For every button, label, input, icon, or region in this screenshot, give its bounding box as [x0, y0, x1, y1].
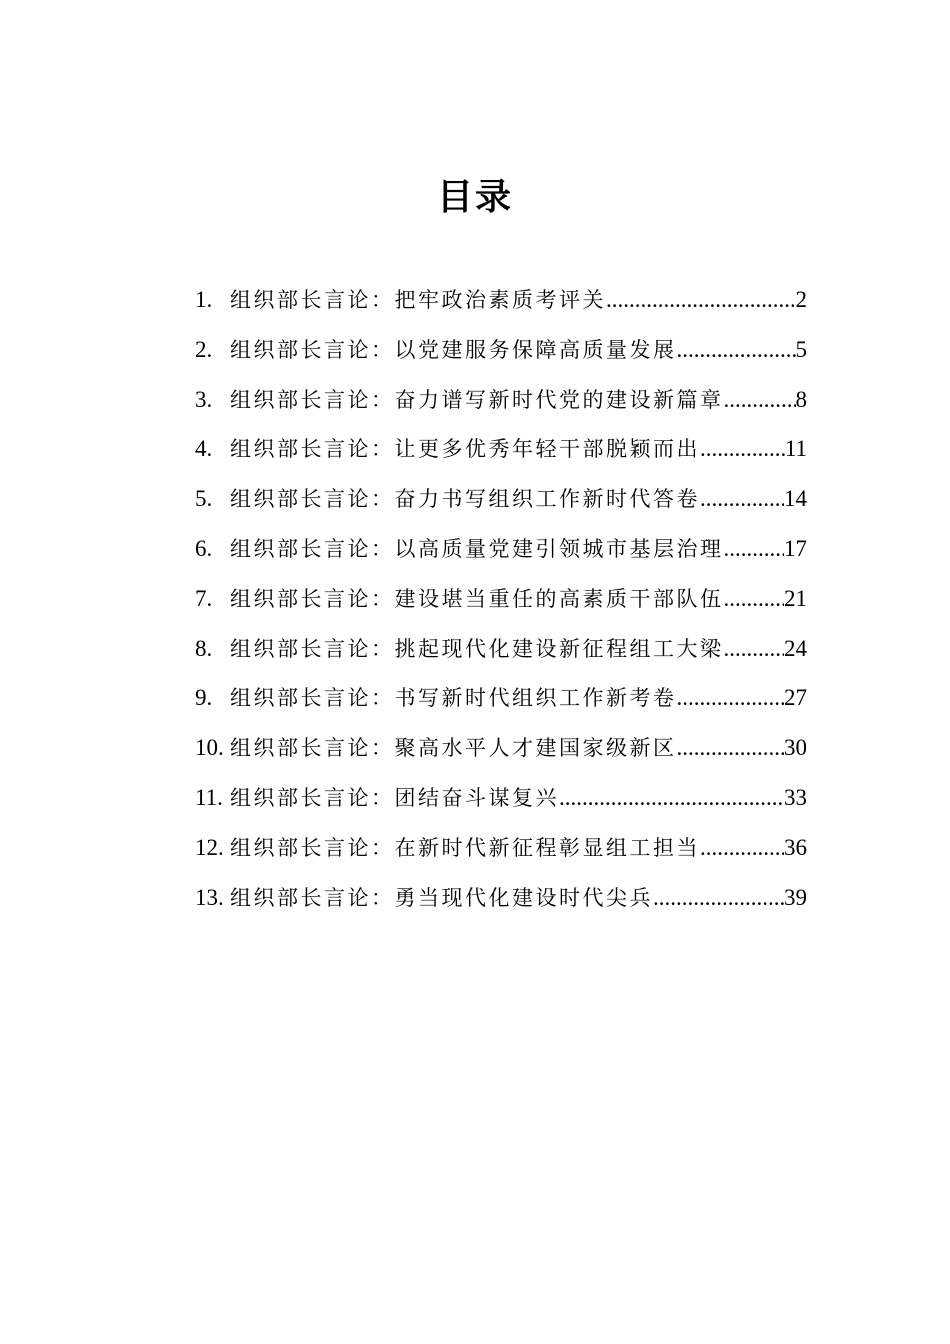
dot-leader [724, 579, 785, 619]
toc-entry-number: 7. [195, 585, 213, 611]
toc-entry-page: 17 [784, 535, 807, 561]
page-title: 目录 [436, 176, 513, 218]
toc-entry-title: 组织部长言论：把牢政治素质考评关 [230, 288, 606, 312]
dot-leader [724, 380, 796, 420]
toc-entry-title: 组织部长言论：在新时代新征程彰显组工担当 [230, 835, 700, 860]
dot-leader [724, 629, 785, 669]
toc-entry[interactable] [195, 280, 807, 330]
toc-entry-title: 组织部长言论：挑起现代化建设新征程组工大梁 [230, 636, 724, 661]
dot-leader [724, 529, 785, 569]
toc-entry-number: 5. [195, 486, 213, 512]
toc-entry-page: 27 [784, 685, 807, 711]
toc-entry-number: 13. [195, 884, 224, 910]
toc-entry[interactable] [195, 878, 807, 928]
toc-entry[interactable] [195, 828, 807, 878]
toc-entry[interactable] [195, 778, 807, 828]
toc-entry-title: 组织部长言论：勇当现代化建设时代尖兵 [230, 885, 653, 910]
toc-entry-number: 2. [195, 336, 213, 362]
toc-entry-title: 组织部长言论：奋力谱写新时代党的建设新篇章 [230, 387, 724, 412]
toc-entry-number: 8. [195, 635, 213, 661]
dot-leader [677, 678, 785, 718]
toc-entry[interactable] [195, 629, 807, 679]
toc-entry[interactable] [195, 728, 807, 778]
toc-entry-page: 33 [784, 784, 807, 810]
toc-entry-number: 11. [195, 784, 223, 810]
toc-entry-title: 组织部长言论：建设堪当重任的高素质干部队伍 [230, 586, 724, 611]
toc-entry-number: 3. [195, 386, 213, 412]
toc-entry-title: 组织部长言论：团结奋斗谋复兴 [230, 785, 559, 810]
toc-entry-page: 5 [795, 336, 807, 362]
toc-entry-page: 14 [784, 486, 807, 512]
dot-leader [677, 728, 785, 768]
toc-entry-page: 36 [784, 834, 807, 860]
dot-leader [606, 280, 796, 320]
toc-entry-number: 10. [195, 735, 224, 761]
toc-entry-number: 9. [195, 685, 213, 711]
toc-entry-page: 39 [784, 884, 807, 910]
toc-entry-page: 30 [784, 735, 807, 761]
toc-entry[interactable] [195, 579, 807, 629]
toc-entry-title: 组织部长言论：书写新时代组织工作新考卷 [230, 686, 677, 711]
toc-entry-title: 组织部长言论：奋力书写组织工作新时代答卷 [230, 487, 700, 512]
dot-leader [653, 878, 784, 918]
toc-entry-page: 24 [784, 635, 807, 661]
toc-entry-number: 12. [195, 834, 224, 860]
toc-entry-page: 11 [784, 436, 807, 462]
toc-entry-number: 1. [195, 287, 213, 312]
toc-entry[interactable] [195, 529, 807, 579]
toc-entry[interactable] [195, 678, 807, 728]
toc-entry[interactable] [195, 330, 807, 380]
toc-entry-page: 21 [784, 585, 807, 611]
toc-entry[interactable] [195, 380, 807, 430]
dot-leader [700, 479, 784, 519]
toc-entry-title: 组织部长言论：以党建服务保障高质量发展 [230, 337, 677, 362]
dot-leader [700, 429, 785, 469]
toc-list [195, 280, 807, 927]
toc-entry-page: 2 [795, 287, 807, 312]
toc-entry-number: 6. [195, 535, 213, 561]
toc-entry[interactable] [195, 479, 807, 529]
toc-entry[interactable] [195, 429, 807, 479]
toc-entry-title: 组织部长言论：聚高水平人才建国家级新区 [230, 736, 677, 761]
toc-entry-title: 组织部长言论：让更多优秀年轻干部脱颖而出 [230, 437, 700, 462]
toc-entry-page: 8 [795, 386, 807, 412]
dot-leader [559, 778, 784, 818]
dot-leader [700, 828, 784, 868]
dot-leader [677, 330, 796, 370]
toc-entry-title: 组织部长言论：以高质量党建引领城市基层治理 [230, 536, 724, 561]
toc-entry-number: 4. [195, 436, 213, 462]
